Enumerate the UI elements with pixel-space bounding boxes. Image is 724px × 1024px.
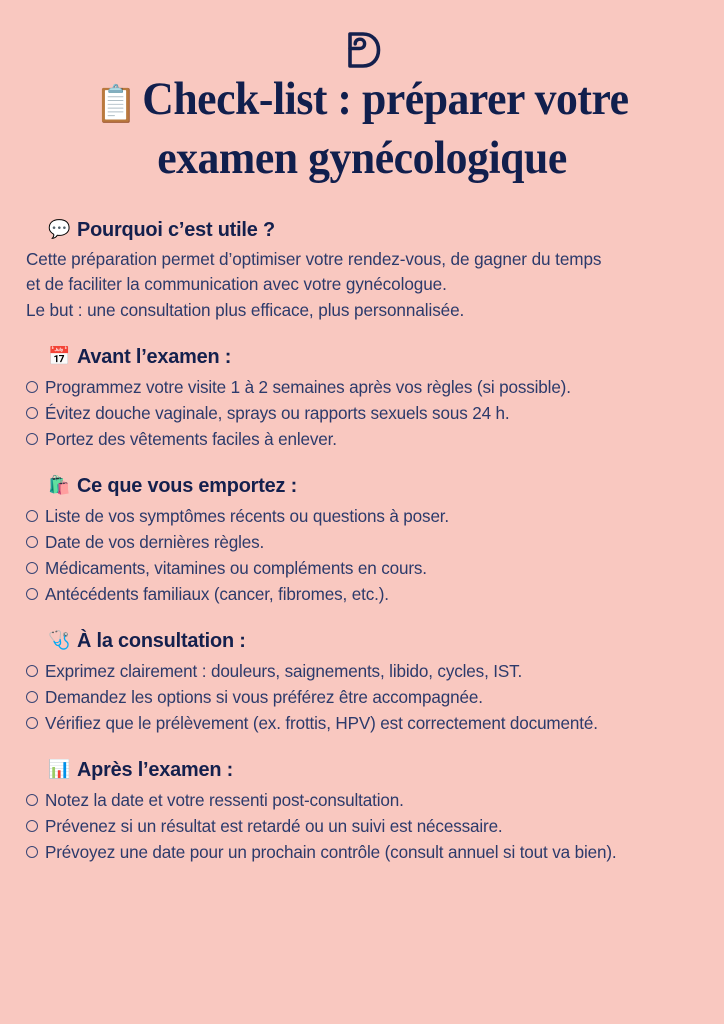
list-item-label: Programmez votre visite 1 à 2 semaines après vos règles (si possible). [45, 377, 571, 397]
list-item-label: Médicaments, vitamines ou compléments en cours. [45, 558, 427, 578]
list-item[interactable] [26, 374, 698, 400]
section-heading-label: Ce que vous emportez : [77, 474, 298, 497]
list-item-label: Exprimez clairement : douleurs, saignements, libido, cycles, IST. [45, 661, 523, 681]
checklist-before-exam [26, 374, 698, 452]
checkbox-circle-icon[interactable] [26, 794, 38, 806]
intro-line: Cette préparation permet d’optimiser votre rendez-vous, de gagner du temps [26, 248, 602, 269]
clipboard-icon: 📋 [95, 84, 137, 125]
checklist-content [0, 218, 724, 866]
checkbox-circle-icon[interactable] [26, 536, 38, 548]
checkbox-circle-icon[interactable] [26, 562, 38, 574]
intro-line: Le but : une consultation plus efficace, plus personnalisée. [26, 299, 465, 320]
speech-balloon-icon: 💬 [48, 218, 71, 240]
list-item[interactable] [26, 684, 698, 710]
section-why-useful [26, 218, 698, 324]
list-item[interactable] [26, 581, 698, 607]
checkbox-circle-icon[interactable] [26, 588, 38, 600]
page-title-line-1: Check-list : préparer votre [142, 73, 629, 125]
brand-logo [0, 0, 724, 56]
section-heading-label: À la consultation : [77, 629, 246, 652]
checkbox-circle-icon[interactable] [26, 665, 38, 677]
list-item[interactable] [26, 400, 698, 426]
list-item-label: Vérifiez que le prélèvement (ex. frottis, HPV) est correctement documenté. [45, 713, 598, 733]
list-item-label: Demandez les options si vous préférez être accompagnée. [45, 687, 483, 707]
list-item-label: Prévoyez une date pour un prochain contrôle (consult annuel si tout va bien). [45, 842, 617, 862]
checkbox-circle-icon[interactable] [26, 820, 38, 832]
list-item[interactable] [26, 813, 698, 839]
list-item-label: Liste de vos symptômes récents ou questions à poser. [45, 506, 450, 526]
checklist-after-exam [26, 787, 698, 865]
checklist-what-to-bring [26, 503, 698, 607]
list-item[interactable] [26, 658, 698, 684]
section-before-exam [26, 345, 698, 452]
list-item-label: Prévenez si un résultat est retardé ou un suivi est nécessaire. [45, 816, 503, 836]
list-item[interactable] [26, 787, 698, 813]
section-at-consultation [26, 629, 698, 736]
checkbox-circle-icon[interactable] [26, 407, 38, 419]
section-after-exam [26, 758, 698, 865]
checkbox-circle-icon[interactable] [26, 691, 38, 703]
list-item[interactable] [26, 503, 698, 529]
list-item[interactable] [26, 529, 698, 555]
list-item-label: Évitez douche vaginale, sprays ou rapports sexuels sous 24 h. [45, 403, 510, 423]
section-heading-at-consultation [48, 629, 698, 653]
list-item-label: Date de vos dernières règles. [45, 532, 265, 552]
list-item[interactable] [26, 839, 698, 865]
section-heading-what-to-bring [48, 474, 698, 498]
checkbox-circle-icon[interactable] [26, 433, 38, 445]
intro-paragraph [26, 247, 698, 324]
letter-d-monogram-logo-icon [340, 28, 384, 72]
list-item-label: Antécédents familiaux (cancer, fibromes, etc.). [45, 584, 389, 604]
checkbox-circle-icon[interactable] [26, 717, 38, 729]
list-item[interactable] [26, 710, 698, 736]
shopping-bags-icon: 🛍️ [48, 475, 71, 496]
checkbox-circle-icon[interactable] [26, 510, 38, 522]
section-heading-before-exam [48, 345, 698, 369]
page-title-line-2: examen gynécologique [157, 131, 567, 184]
stethoscope-icon: 🩺 [48, 630, 71, 651]
section-what-to-bring [26, 474, 698, 607]
page-title-text [57, 70, 667, 188]
section-heading-label: Pourquoi c’est utile ? [77, 217, 276, 241]
page-title [0, 70, 724, 188]
list-item-label: Notez la date et votre ressenti post-consultation. [45, 790, 404, 810]
checklist-at-consultation [26, 658, 698, 736]
section-heading-label: Avant l’examen : [77, 345, 232, 368]
section-heading-why-useful [48, 218, 698, 242]
list-item-label: Portez des vêtements faciles à enlever. [45, 429, 337, 449]
list-item[interactable] [26, 426, 698, 452]
section-heading-label: Après l’examen : [77, 758, 234, 781]
intro-line: et de faciliter la communication avec votre gynécologue. [26, 274, 447, 294]
checkbox-circle-icon[interactable] [26, 381, 38, 393]
bar-chart-icon: 📊 [48, 759, 71, 780]
calendar-icon: 📅 [48, 346, 71, 367]
section-heading-after-exam [48, 758, 698, 782]
list-item[interactable] [26, 555, 698, 581]
checkbox-circle-icon[interactable] [26, 846, 38, 858]
